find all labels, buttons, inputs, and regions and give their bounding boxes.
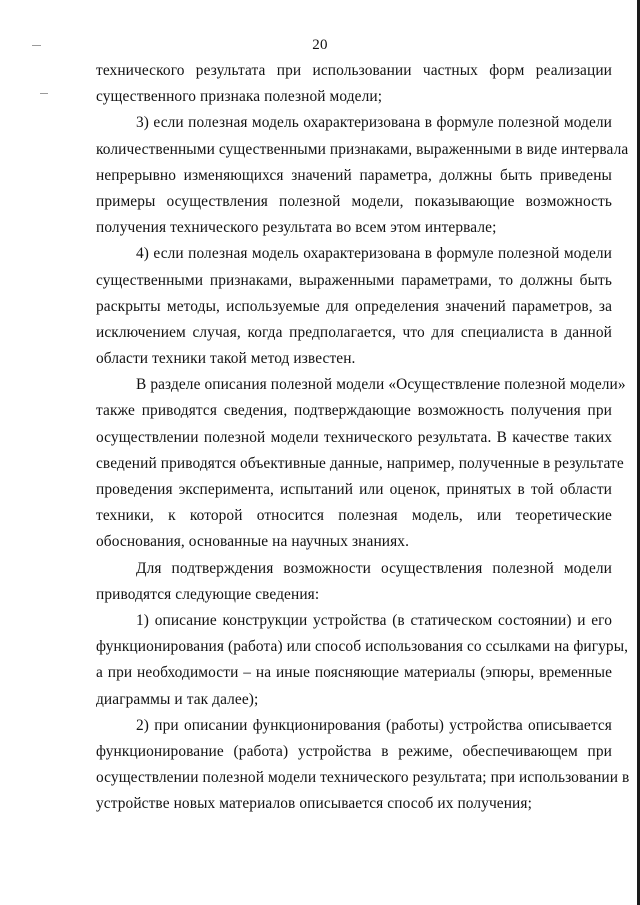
text-line: существенными признаками, выраженными параметрами, то должны быть [96,271,612,289]
text-line: также приводятся сведения, подтверждающие возможность получения при [96,402,612,420]
text-line: области техники такой метод известен. [96,350,356,368]
text-line: осуществлении полезной модели технического результата; при использовании в [96,769,630,787]
text-line: 4) если полезная модель охарактеризована в формуле полезной модели [136,245,612,263]
text-line: раскрыты методы, используемые для определения значений параметров, за [96,297,612,315]
text-line: 2) при описании функционирования (работы) устройства описывается [136,716,612,734]
text-line: существенного признака полезной модели; [96,88,383,106]
text-line: функционирование (работа) устройства в режиме, обеспечивающем при [96,742,612,760]
text-line: непрерывно изменяющихся значений параметра, должны быть приведены [96,166,612,184]
text-line: получения технического результата во всем этом интервале; [96,219,497,237]
text-line: осуществлении полезной модели технического результата. В качестве таких [96,428,612,446]
page-number: 20 [312,37,328,53]
text-line: Для подтверждения возможности осуществления полезной модели [136,559,612,577]
scan-mark [40,93,48,94]
text-line: примеры осуществления полезной модели, показывающие возможность [96,192,612,210]
body-text [96,58,630,817]
text-line: технического результата при использовании частных форм реализации [96,62,612,79]
text-line: диаграммы и так далее); [96,690,259,708]
text-line: сведений приводятся объективные данные, например, полученные в результате [96,454,624,472]
text-line: В разделе описания полезной модели «Осуществление полезной модели» [136,376,626,394]
text-line: а при необходимости – на иные поясняющие материалы (эпюры, временные [96,664,612,682]
text-line: приводятся следующие сведения: [96,585,320,603]
text-line: исключением случая, когда предполагается, что для специалиста в данной [96,323,612,341]
text-line: функционирования (работа) или способ использования со ссылками на фигуры, [96,638,629,656]
text-line: устройстве новых материалов описывается способ их получения; [96,795,532,813]
text-line: количественными существенными признаками, выраженными в виде интервала [96,140,629,158]
text-line: техники, к которой относится полезная модель, или теоретические [96,507,612,525]
text-line: 3) если полезная модель охарактеризована в формуле полезной модели [136,114,612,132]
text-line: 1) описание конструкции устройства (в статическом состоянии) и его [136,611,612,629]
text-line: проведения эксперимента, испытаний или оценок, принятых в той области [96,481,612,498]
text-line: обоснования, основанные на научных знаниях. [96,533,410,551]
